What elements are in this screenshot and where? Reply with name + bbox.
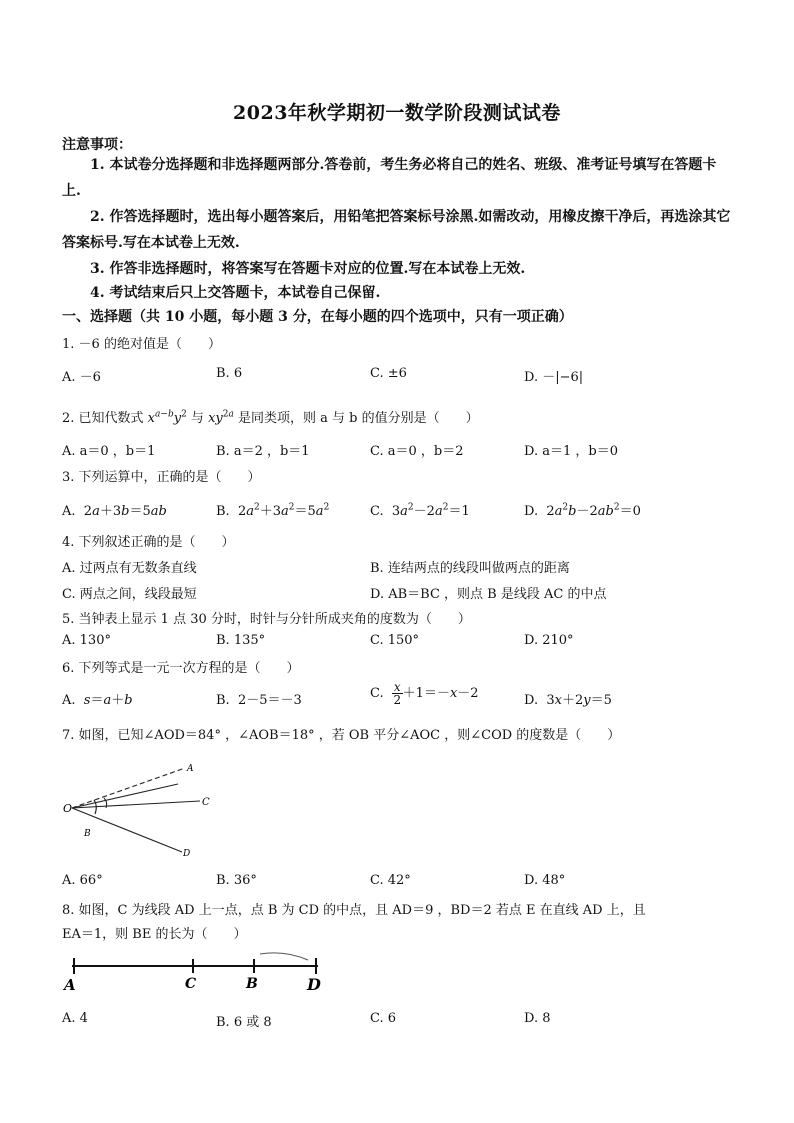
point-label-c: C: [202, 797, 210, 808]
point-label-a: A: [64, 976, 76, 994]
notice-item-2: 2. 作答选择题时，选出每小题答案后，用铅笔把答案标号涂黑.如需改动，用橡皮擦干净后，再选涂其它答案标号.写在本试卷上无效.: [62, 209, 731, 251]
question-7-option-d: D. 48°: [524, 873, 566, 888]
question-5-option-b: B. 135°: [216, 633, 266, 648]
question-5-option-d: D. 210°: [524, 633, 574, 648]
question-2-option-a: A. a＝0 ，b＝1: [62, 444, 156, 459]
question-4-option-c: C. 两点之间，线段最短: [62, 587, 197, 602]
scribble-mark: [260, 953, 308, 960]
point-label-o: O: [63, 802, 73, 815]
notice-item-1: 1. 本试卷分选择题和非选择题两部分.答卷前，考生务必将自己的姓名、班级、准考证号填写在答题卡上.: [62, 157, 717, 199]
question-3-stem: 3. 下列运算中，正确的是（ ）: [62, 470, 261, 485]
question-3-option-d: D. $2a^2b-2ab^2=0$: [524, 502, 641, 519]
segment-figure: [60, 948, 330, 994]
question-6-stem: 6. 下列等式是一元一次方程的是（ ）: [62, 661, 300, 676]
question-2-suffix: 是同类项，则 a 与 b 的值分别是（ ）: [233, 411, 479, 426]
question-8-stem-line-2: EA＝1，则 BE 的长为（ ）: [62, 927, 247, 942]
question-5-stem: 5. 当钟表上显示 1 点 30 分时，时针与分针所成夹角的度数为（ ）: [62, 612, 471, 627]
question-7-option-b: B. 36°: [216, 873, 257, 888]
question-3-option-b: B. $2a^2+3a^2=5a^2$: [216, 502, 330, 519]
question-5-option-c: C. 150°: [370, 633, 420, 648]
question-8-option-a: A. 4: [62, 1011, 88, 1026]
question-2-prefix: 2. 已知代数式: [62, 411, 148, 426]
point-label-b: B: [84, 829, 91, 839]
point-label-d: D: [183, 849, 191, 859]
question-6-option-b: B. 2－5＝－3: [216, 693, 302, 708]
question-1-option-c: C. ±6: [370, 366, 407, 381]
point-label-c: C: [185, 976, 197, 992]
fraction: $\frac{x}{2}$: [393, 680, 402, 707]
question-8-option-c: C. 6: [370, 1011, 397, 1026]
question-4-option-b: B. 连结两点的线段叫做两点的距离: [370, 561, 570, 576]
question-6-option-c: C. $\frac{x}{2}$ ＋1＝－x－2: [370, 680, 479, 707]
question-6-option-a: A. s＝a＋b: [62, 693, 133, 708]
question-5-option-a: A. 130°: [62, 633, 111, 648]
point-label-d: D: [307, 975, 321, 994]
question-7-option-a: A. 66°: [62, 873, 103, 888]
ray-ob: [72, 784, 178, 808]
question-8-option-d: D. 8: [524, 1011, 551, 1026]
question-2-option-c: C. a＝0 ，b＝2: [370, 444, 464, 459]
question-4-option-d: D. AB＝BC ，则点 B 是线段 AC 的中点: [370, 587, 607, 602]
question-6-option-d: D. 3x＋2y＝5: [524, 693, 612, 708]
question-2-option-b: B. a＝2 ，b＝1: [216, 444, 310, 459]
question-3-option-a: A. 2a＋3b＝5ab: [62, 504, 167, 519]
notice-item-3: 3. 作答非选择题时，将答案写在答题卡对应的位置.写在本试卷上无效.: [90, 261, 526, 277]
question-4-option-a: A. 过两点有无数条直线: [62, 561, 197, 576]
angle-figure: [60, 752, 240, 862]
point-label-a: A: [187, 764, 194, 774]
question-1-option-d: D. －|−6|: [524, 370, 584, 385]
question-7-stem: 7. 如图，已知∠AOD＝84° ，∠AOB＝18° ，若 OB 平分∠AOC ，则∠COD 的度数是（ ）: [62, 728, 621, 743]
question-3-option-c: C. $3a^2-2a^2=1$: [370, 502, 470, 519]
question-1-option-b: B. 6: [216, 366, 243, 381]
question-8-option-b: B. 6 或 8: [216, 1015, 272, 1030]
ray-oc: [72, 801, 200, 808]
section-heading: 一、选择题（共 10 小题，每小题 3 分，在每小题的四个选项中，只有一项正确）: [62, 309, 573, 325]
question-2-stem: 2. 已知代数式 $x^{a-b}y^2$ 与 $xy^{2a}$ 是同类项，则 a 与 b 的值分别是（ ）: [62, 409, 479, 426]
question-7-option-c: C. 42°: [370, 873, 411, 888]
question-2-option-d: D. a＝1 ，b＝0: [524, 444, 618, 459]
question-1-option-a: A. －6: [62, 370, 101, 385]
notice-item-4: 4. 考试结束后只上交答题卡，本试卷自己保留.: [90, 285, 381, 301]
ray-oa: [72, 768, 185, 808]
question-4-stem: 4. 下列叙述正确的是（ ）: [62, 535, 235, 550]
page-title: 2023年秋学期初一数学阶段测试试卷: [233, 102, 561, 124]
question-8-stem-line-1: 8. 如图，C 为线段 AD 上一点，点 B 为 CD 的中点，且 AD＝9 ，BD＝2 若点 E 在直线 AD 上，且: [62, 903, 646, 918]
notice-heading: 注意事项：: [62, 137, 132, 153]
point-label-b: B: [246, 976, 258, 992]
question-1-stem: 1. －6 的绝对值是（ ）: [62, 337, 221, 352]
